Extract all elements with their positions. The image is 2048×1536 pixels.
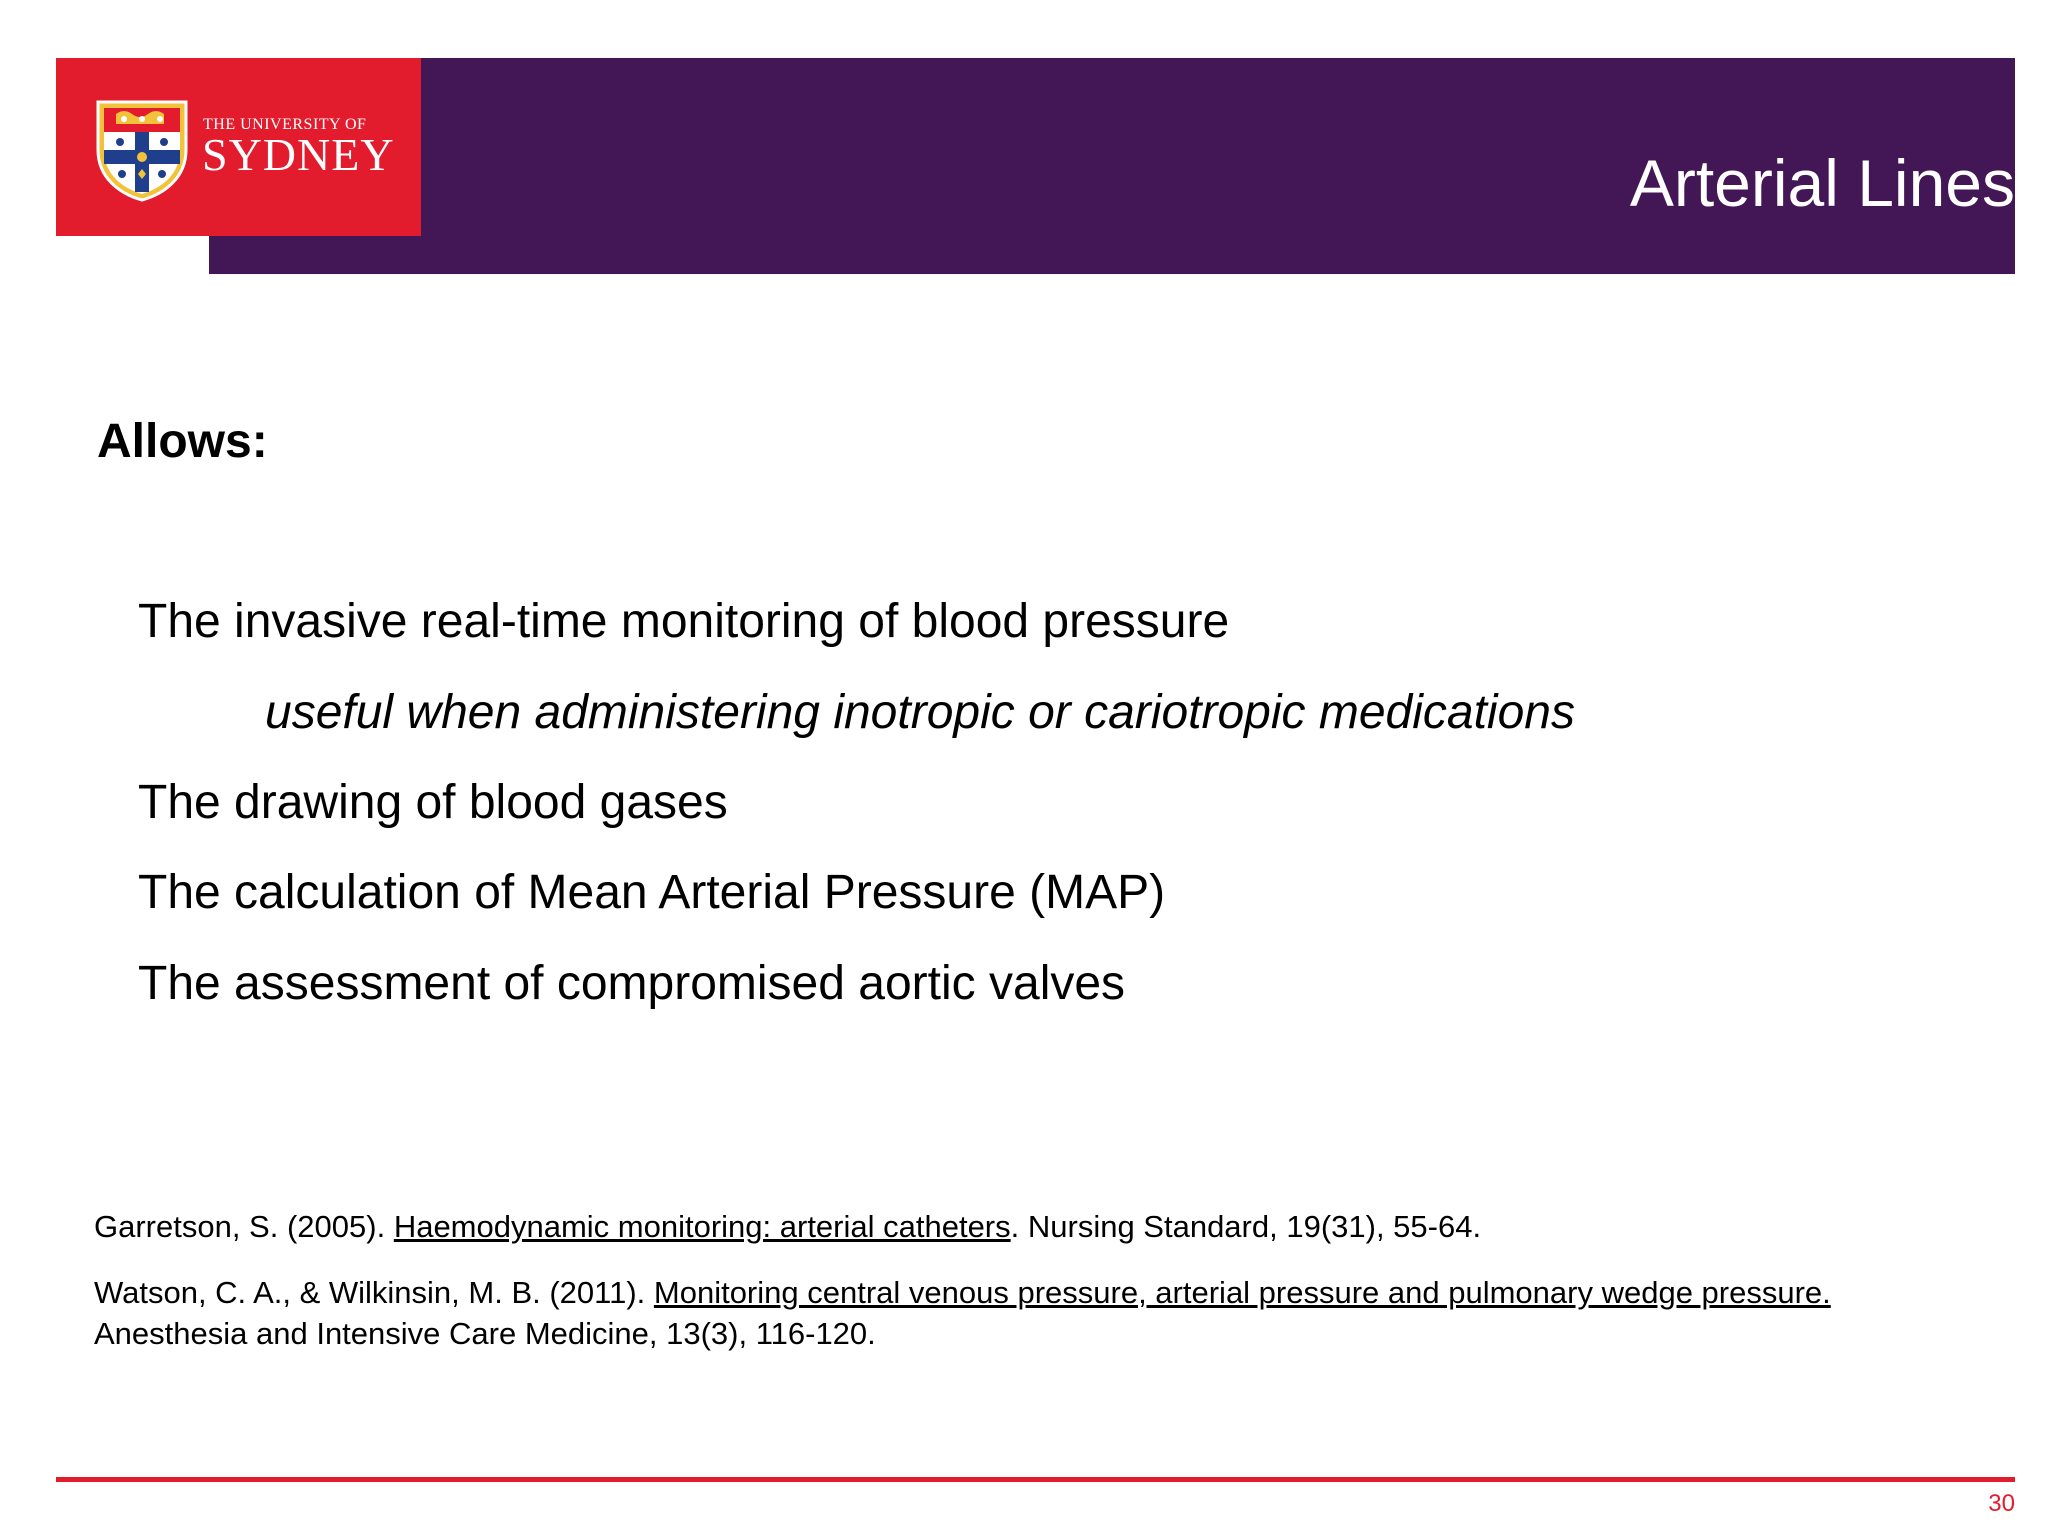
point-item: The calculation of Mean Arterial Pressure (MAP) <box>138 866 1166 919</box>
logo-text-large: SYDNEY <box>202 129 395 180</box>
reference-suffix: . Nursing Standard, 19(31), 55-64. <box>1010 1209 1482 1244</box>
slide-title: Arterial Lines <box>1629 146 2015 220</box>
reference-prefix: Watson, C. A., & Wilkinsin, M. B. (2011). <box>94 1275 654 1310</box>
university-crest-icon <box>94 98 190 202</box>
university-logo <box>56 58 421 236</box>
point-subitem: useful when administering inotropic or cariotropic medications <box>265 686 1575 739</box>
reference-prefix: Garretson, S. (2005). <box>94 1209 394 1244</box>
intro-label: Allows: <box>97 415 268 468</box>
reference-item <box>94 1206 1974 1247</box>
point-item: The drawing of blood gases <box>138 776 728 829</box>
logo-text-small: THE UNIVERSITY OF <box>203 116 367 133</box>
reference-suffix: Anesthesia and Intensive Care Medicine, 13(3), 116-120. <box>94 1316 876 1351</box>
reference-link[interactable]: Haemodynamic monitoring: arterial catheters <box>393 1209 1011 1244</box>
reference-item <box>94 1272 1974 1354</box>
point-item: The assessment of compromised aortic valves <box>138 957 1126 1010</box>
footer-divider <box>56 1477 2015 1482</box>
reference-link[interactable]: Monitoring central venous pressure, arterial pressure and pulmonary wedge pressure. <box>653 1275 1831 1310</box>
point-item: The invasive real-time monitoring of blood pressure <box>138 595 1230 648</box>
page-number: 30 <box>1988 1490 2015 1517</box>
